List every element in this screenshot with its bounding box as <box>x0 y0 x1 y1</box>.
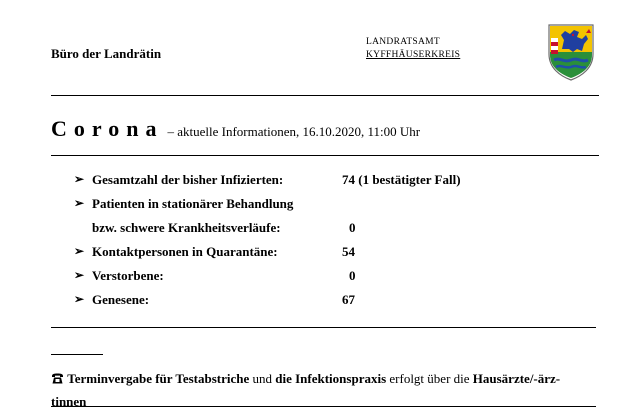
title-subtitle: – aktuelle Informationen, 16.10.2020, 11:00 Uhr <box>167 124 421 139</box>
note-bold-4: tinnen <box>51 394 87 409</box>
fact-value: 54 <box>342 244 355 259</box>
arrow-bullet-icon: ➢ <box>74 268 85 282</box>
header-rule <box>51 95 599 96</box>
coat-of-arms-logo <box>546 22 596 82</box>
arrow-bullet-icon: ➢ <box>74 196 85 210</box>
fact-value: 67 <box>342 292 355 307</box>
arrow-bullet-icon: ➢ <box>74 172 85 186</box>
note-bold-1: Terminvergabe für Testabstriche <box>67 371 250 386</box>
fact-label: Gesamtzahl der bisher Infizierten: <box>92 172 284 187</box>
authority-line-2: KYFFHÄUSERKREIS <box>366 50 461 60</box>
fact-label: Verstorbene: <box>92 268 164 283</box>
fact-label: Kontaktpersonen in Quarantäne: <box>92 244 278 259</box>
facts-rule <box>51 327 596 328</box>
authority-line-1: LANDRATSAMT <box>366 37 441 47</box>
fact-label: Genesene: <box>92 292 150 307</box>
fact-label: Patienten in stationärer Behandlung <box>92 196 294 211</box>
title-main: Corona <box>51 116 164 141</box>
footnote-rule <box>51 354 103 355</box>
note-text-1: und <box>249 371 276 386</box>
authority-name <box>366 36 460 62</box>
phone-icon <box>51 373 64 384</box>
title-rule <box>51 155 599 156</box>
page-title <box>51 116 420 142</box>
bottom-rule <box>51 406 596 407</box>
fact-value: 0 <box>349 220 356 235</box>
arrow-bullet-icon: ➢ <box>74 244 85 258</box>
note-bold-3: Hausärzte/-ärz- <box>472 371 561 386</box>
note-text-2: erfolgt über die <box>386 371 473 386</box>
office-name: Büro der Landrätin <box>51 46 162 61</box>
fact-value: 0 <box>349 268 356 283</box>
note-bold-2: die Infektionspraxis <box>275 371 387 386</box>
fact-value: 74 (1 bestätigter Fall) <box>342 172 461 187</box>
fact-label: bzw. schwere Krankheitsverläufe: <box>92 220 281 235</box>
arrow-bullet-icon: ➢ <box>74 292 85 306</box>
